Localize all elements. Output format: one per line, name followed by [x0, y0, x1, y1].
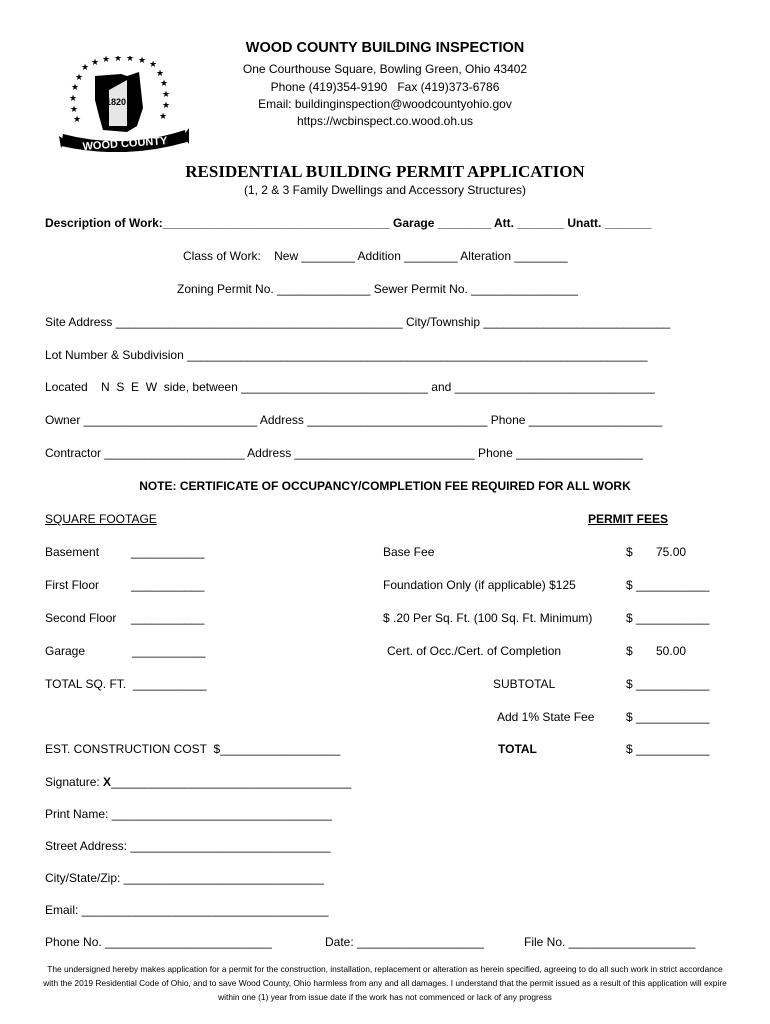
street-address-field[interactable]: Street Address: ______________________________ — [45, 839, 331, 853]
class-of-work-row[interactable]: Class of Work: New ________ Addition ________ Alteration ________ — [183, 249, 568, 263]
svg-text:1820: 1820 — [105, 97, 126, 107]
sqft-basement-label: Basement — [45, 545, 100, 559]
sqft-total-label: TOTAL SQ. FT. — [45, 677, 127, 691]
lot-subdivision-row[interactable]: Lot Number & Subdivision _____________________________________________________________________ — [45, 348, 648, 362]
sqft-second-floor-field[interactable]: ___________ — [131, 611, 205, 625]
fee-per-sqft-value[interactable]: $ ___________ — [626, 611, 710, 625]
est-construction-cost[interactable]: EST. CONSTRUCTION COST $__________________ — [45, 742, 341, 756]
svg-text:★: ★ — [68, 93, 77, 103]
city-state-zip-field[interactable]: City/State/Zip: ______________________________ — [45, 871, 324, 885]
located-row[interactable]: Located N S E W side, between ____________________________ and ______________________________ — [45, 380, 655, 394]
fee-state-label: Add 1% State Fee — [497, 710, 595, 724]
svg-text:★: ★ — [101, 56, 110, 64]
svg-text:★: ★ — [113, 56, 122, 63]
fee-foundation-value[interactable]: $ ___________ — [626, 578, 710, 592]
svg-text:WOOD COUNTY: WOOD COUNTY — [82, 135, 168, 152]
org-address: One Courthouse Square, Bowling Green, Ohio 43402 — [242, 62, 528, 76]
contractor-row[interactable]: Contractor _____________________ Address ___________________________ Phone ___________________ — [45, 446, 643, 460]
signature-field[interactable] — [45, 775, 351, 789]
fee-base-value: $ 75.00 — [626, 545, 687, 559]
org-name: WOOD COUNTY BUILDING INSPECTION — [245, 40, 525, 56]
org-phone: Phone (419)354-9190 Fax (419)373-6786 — [270, 80, 500, 94]
svg-text:★: ★ — [90, 57, 99, 67]
permit-fees-heading: PERMIT FEES — [588, 512, 669, 526]
signature-x: X — [103, 775, 112, 789]
fee-cert-occupancy-value: $ 50.00 — [626, 644, 687, 658]
svg-text:★: ★ — [155, 68, 164, 78]
date-field[interactable]: Date: ___________________ — [325, 935, 484, 949]
svg-text:★: ★ — [137, 56, 146, 65]
svg-text:★: ★ — [69, 104, 78, 114]
svg-text:★: ★ — [148, 59, 157, 69]
svg-text:★: ★ — [159, 78, 168, 88]
owner-row[interactable]: Owner __________________________ Address ___________________________ Phone ____________________ — [45, 413, 663, 427]
fee-per-sqft-label: $ .20 Per Sq. Ft. (100 Sq. Ft. Minimum) — [383, 611, 593, 625]
fee-base-label: Base Fee — [383, 545, 435, 559]
org-website: https://wcbinspect.co.wood.oh.us — [296, 114, 474, 128]
site-address-row[interactable]: Site Address ___________________________________________ City/Township ____________________________ — [45, 315, 671, 329]
svg-text:★: ★ — [158, 111, 167, 121]
form-title: RESIDENTIAL BUILDING PERMIT APPLICATION — [185, 162, 585, 181]
fee-total-value[interactable]: $ ___________ — [626, 742, 710, 756]
fee-subtotal-value[interactable]: $ ___________ — [626, 677, 710, 691]
phone-number-field[interactable]: Phone No. _________________________ — [45, 935, 272, 949]
sqft-first-floor-field[interactable]: ___________ — [131, 578, 205, 592]
signature-line[interactable]: ____________________________________ — [111, 775, 352, 789]
certificate-note: NOTE: CERTIFICATE OF OCCUPANCY/COMPLETION FEE REQUIRED FOR ALL WORK — [139, 479, 631, 493]
fee-subtotal-label: SUBTOTAL — [493, 677, 556, 691]
svg-text:★: ★ — [161, 89, 170, 99]
sqft-second-floor-label: Second Floor — [45, 611, 117, 625]
signature-label: Signature: — [45, 775, 104, 789]
svg-text:★: ★ — [72, 114, 81, 124]
file-number-field[interactable]: File No. ___________________ — [524, 935, 696, 949]
fee-total-label: TOTAL — [498, 742, 537, 756]
fee-state-value[interactable]: $ ___________ — [626, 710, 710, 724]
description-of-work-row[interactable]: Description of Work:__________________________________ Garage ________ Att. _______ Unatt. _______ — [45, 216, 652, 230]
svg-text:★: ★ — [125, 56, 134, 63]
svg-text:★: ★ — [70, 82, 79, 92]
svg-text:★: ★ — [161, 100, 170, 110]
sqft-total-field[interactable]: ___________ — [133, 677, 207, 691]
permit-numbers-row[interactable]: Zoning Permit No. ______________ Sewer Permit No. ________________ — [177, 282, 578, 296]
fee-foundation-label: Foundation Only (if applicable) $125 — [383, 578, 576, 592]
fee-cert-occupancy-label: Cert. of Occ./Cert. of Completion — [387, 644, 562, 658]
sqft-garage-label: Garage — [45, 644, 86, 658]
svg-text:★: ★ — [74, 72, 83, 82]
form-subtitle: (1, 2 & 3 Family Dwellings and Accessory Structures) — [243, 183, 527, 197]
org-email: Email: buildinginspection@woodcountyohio.gov — [258, 97, 512, 111]
sqft-first-floor-label: First Floor — [45, 578, 99, 592]
email-field[interactable]: Email: _____________________________________ — [45, 903, 329, 917]
disclaimer-text: The undersigned hereby makes application for a permit for the construction, installation, replacement or alteration as herein specified, agreeing to do all such work in strict accordance with the 2019 Residential Code of Ohio, and to save Wood County, Ohio harmless from any and all damages. I understand that the permit issued as a result of this application will expire within one (1) year from issue date if the work has not commenced or lack of any progress — [43, 964, 727, 1002]
svg-text:★: ★ — [80, 62, 89, 72]
sqft-basement-field[interactable]: ___________ — [131, 545, 205, 559]
sqft-garage-field[interactable]: ___________ — [132, 644, 206, 658]
print-name-field[interactable]: Print Name: _________________________________ — [45, 807, 332, 821]
square-footage-heading: SQUARE FOOTAGE — [45, 512, 157, 526]
